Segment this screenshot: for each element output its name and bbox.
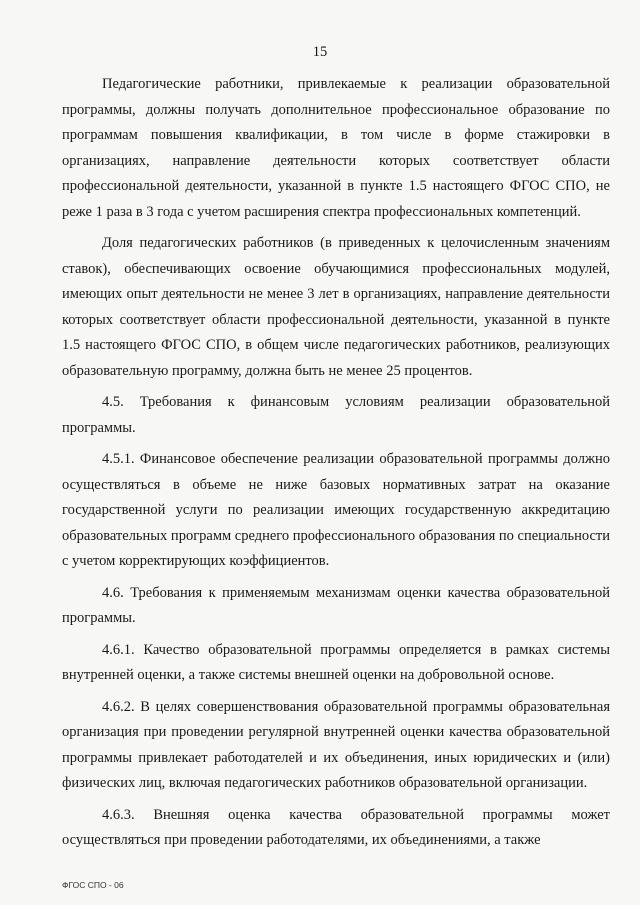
paragraph-4-5: 4.5. Требования к финансовым условиям реализации образовательной программы. bbox=[62, 394, 610, 436]
paragraph-teacher-share: Доля педагогических работников (в приведенных к целочисленным значениям ставок), обеспечивающих освоение обучающимися профессиональных модулей, имеющих опыт деятельности не менее 3 лет в организациях, направление деятельности которых соответствует области профессиональной деятельности, указанной в пункте 1.5 настоящего ФГОС СПО, в общем числе педагогических работников, реализующих образовательную программу, должна быть не менее 25 процентов. bbox=[62, 235, 610, 379]
page-number: 15 bbox=[312, 44, 328, 60]
document-body bbox=[62, 72, 610, 860]
paragraph-4-6: 4.6. Требования к применяемым механизмам оценки качества образовательной программы. bbox=[62, 584, 610, 626]
paragraph-teacher-training: Педагогические работники, привлекаемые к реализации образовательной программы, должны получать дополнительное профессиональное образование по программам повышения квалификации, в том числе в форме стажировки в организациях, направление деятельности которых соответствует области профессиональной деятельности, указанной в пункте 1.5 настоящего ФГОС СПО, не реже 1 раза в 3 года с учетом расширения спектра профессиональных компетенций. bbox=[62, 76, 610, 220]
paragraph-4-6-1: 4.6.1. Качество образовательной программы определяется в рамках системы внутренней оценки, а также системы внешней оценки на добровольной основе. bbox=[62, 641, 610, 683]
paragraph-4-5-1: 4.5.1. Финансовое обеспечение реализации образовательной программы должно осуществляться в объеме не ниже базовых нормативных затрат на оказание государственной услуги по реализации имеющих государственную аккредитацию образовательных программ среднего профессионального образования по специальности с учетом корректирующих коэффициентов. bbox=[62, 451, 610, 569]
document-footer: ФГОС СПО - 06 bbox=[62, 880, 124, 890]
paragraph-4-6-3: 4.6.3. Внешняя оценка качества образовательной программы может осуществляться при проведении работодателями, их объединениями, а также bbox=[62, 806, 610, 848]
paragraph-4-6-2: 4.6.2. В целях совершенствования образовательной программы образовательная организация при проведении регулярной внутренней оценки качества образовательной программы привлекает работодателей и их объединения, иных юридических и (или) физических лиц, включая педагогических работников образовательной организации. bbox=[62, 698, 610, 791]
